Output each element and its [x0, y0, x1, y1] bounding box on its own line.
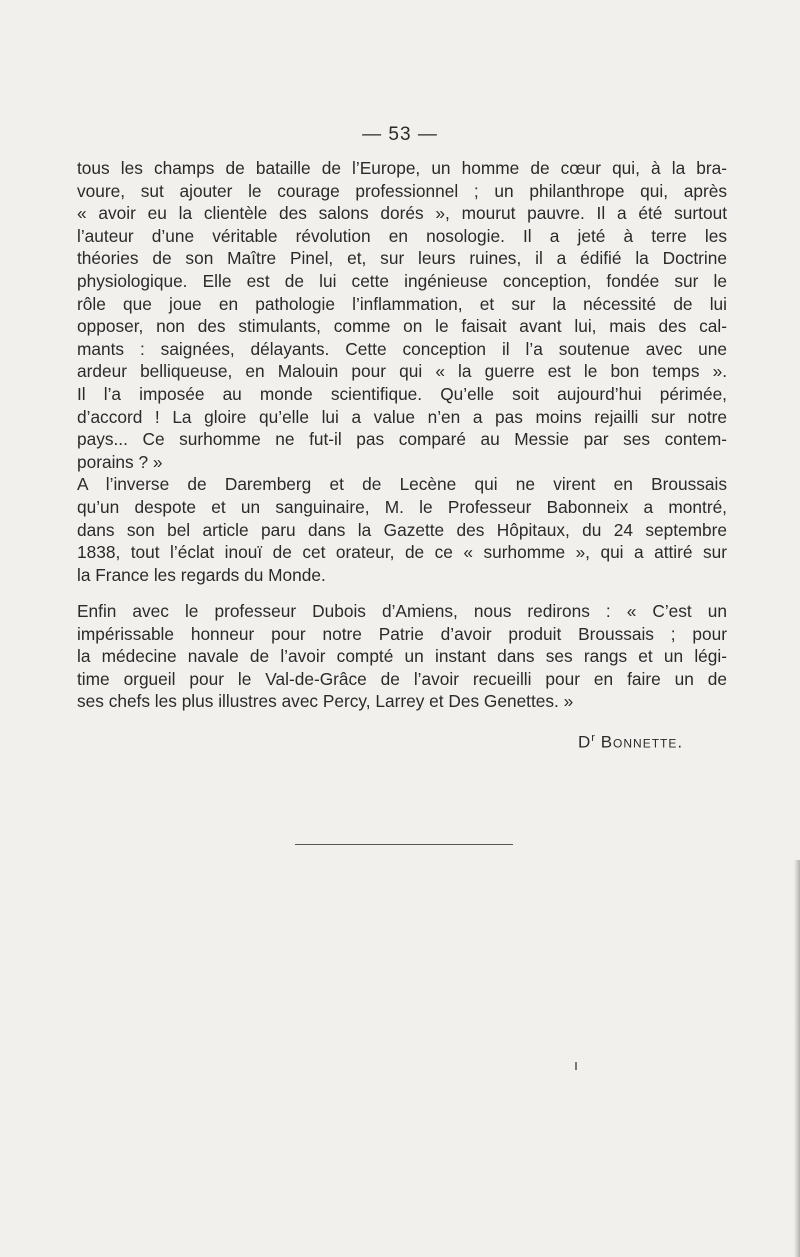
- text-line: 1838, tout l’éclat inouï de cet orateur, de ce « surhomme », qui a attiré sur: [77, 542, 727, 563]
- text-line: Il l’a imposée au monde scientifique. Qu’elle soit aujourd’hui périmée,: [77, 383, 727, 404]
- text-line: A l’inverse de Daremberg et de Lecène qui ne virent en Broussais: [77, 474, 727, 495]
- text-line: qu’un despote et un sanguinaire, M. le Professeur Babonneix a montré,: [77, 496, 727, 517]
- text-line: physiologique. Elle est de lui cette ingénieuse conception, fondée sur le: [77, 270, 727, 291]
- text-line: mants : saignées, délayants. Cette conception il l’a soutenue avec une: [77, 338, 727, 359]
- text-line: la médecine navale de l’avoir compté un instant dans ses rangs et un légi-: [77, 646, 727, 667]
- text-line: ardeur belliqueuse, en Malouin pour qui « la guerre est le bon temps ».: [77, 361, 727, 382]
- text-line: « avoir eu la clientèle des salons dorés », mourut pauvre. Il a été surtout: [77, 203, 727, 224]
- page-number: — 53 —: [362, 124, 438, 145]
- paragraph-3: [77, 600, 727, 713]
- text-line: d’accord ! La gloire qu’elle lui a value n’en a pas moins rejailli sur notre: [77, 406, 727, 427]
- paper-speck: [575, 1062, 577, 1070]
- text-line: porains ? »: [77, 451, 163, 472]
- signature-name: Bonnette.: [600, 732, 684, 752]
- text-line: ses chefs les plus illustres avec Percy, Larrey et Des Genettes. »: [77, 691, 574, 712]
- text-line: pays... Ce surhomme ne fut-il pas comparé au Messie par ses contem-: [77, 429, 727, 450]
- signature-superscript: r: [591, 732, 595, 744]
- text-line: impérissable honneur pour notre Patrie d’avoir produit Broussais ; pour: [77, 623, 727, 644]
- text-line: la France les regards du Monde.: [77, 564, 326, 585]
- text-line: time orgueil pour le Val-de-Grâce de l’avoir recueilli pour en faire un de: [77, 668, 727, 689]
- text-line: voure, sut ajouter le courage professionnel ; un philanthrope qui, après: [77, 180, 727, 201]
- page-edge-shadow: [794, 860, 800, 1257]
- text-line: tous les champs de bataille de l’Europe, un homme de cœur qui, à la bra-: [77, 158, 727, 178]
- text-line: théories de son Maître Pinel, et, sur leurs ruines, il a édifié la Doctrine: [77, 248, 727, 269]
- separator-rule: [295, 844, 513, 845]
- text-line: l’auteur d’une véritable révolution en nosologie. Il a jeté à terre les: [77, 225, 727, 246]
- paragraph-1: [77, 157, 727, 586]
- text-line: dans son bel article paru dans la Gazette des Hôpitaux, du 24 septembre: [77, 519, 727, 540]
- text-line: opposer, non des stimulants, comme on le faisait avant lui, mais des cal-: [77, 316, 727, 337]
- text-line: Enfin avec le professeur Dubois d’Amiens, nous redirons : « C’est un: [77, 601, 727, 621]
- text-line: rôle que joue en pathologie l’inflammation, et sur la nécessité de lui: [77, 293, 727, 314]
- signature: [578, 732, 683, 753]
- signature-prefix: D: [578, 732, 592, 752]
